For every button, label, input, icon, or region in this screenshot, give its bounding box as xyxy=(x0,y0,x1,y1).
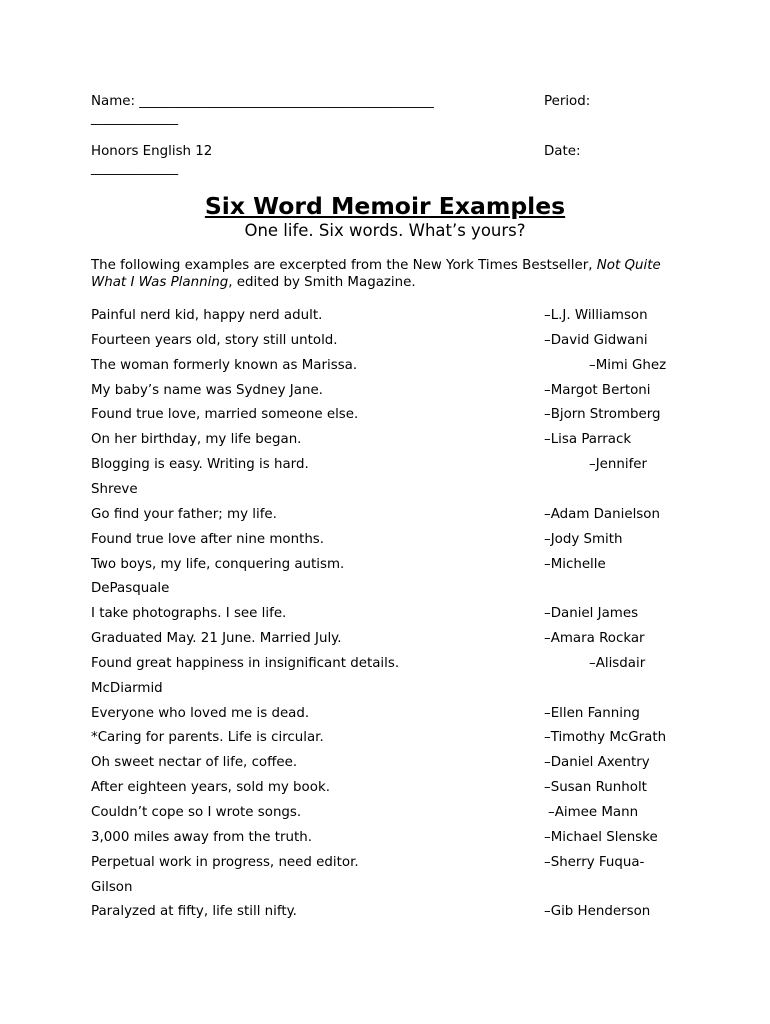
memoir-text: Found true love, married someone else. xyxy=(91,407,359,423)
book-title: Not Quite What I Was Planning xyxy=(91,258,661,290)
intro-paragraph xyxy=(91,257,691,291)
memoir-author: –Ellen Fanning xyxy=(544,705,640,721)
memoir-author: –Daniel James xyxy=(544,606,639,622)
page-subtitle: One life. Six words. What’s yours? xyxy=(244,221,526,240)
memoir-text: Fourteen years old, story still untold. xyxy=(91,332,338,348)
memoir-author: –Margot Bertoni xyxy=(544,382,651,398)
memoir-author-overflow: Shreve xyxy=(91,481,138,497)
memoir-author: –Timothy McGrath xyxy=(544,730,667,746)
memoir-text: Graduated May. 21 June. Married July. xyxy=(91,631,342,647)
memoir-text: Oh sweet nectar of life, coffee. xyxy=(91,755,298,771)
memoir-text: I take photographs. I see life. xyxy=(91,606,287,622)
memoir-text: On her birthday, my life began. xyxy=(91,432,302,448)
memoir-text: 3,000 miles away from the truth. xyxy=(91,829,312,845)
period-label: Period: xyxy=(544,94,591,109)
intro-prefix: The following examples are excerpted from the New York Times Bestseller, xyxy=(91,258,597,273)
memoir-text: Painful nerd kid, happy nerd adult. xyxy=(91,308,323,323)
memoir-author: –Susan Runholt xyxy=(544,780,647,796)
memoir-text: Blogging is easy. Writing is hard. xyxy=(91,457,309,473)
page-title: Six Word Memoir Examples xyxy=(204,192,566,220)
memoir-author: –Jennifer xyxy=(589,457,648,473)
memoir-author-overflow: McDiarmid xyxy=(91,680,163,696)
memoir-text: Paralyzed at fifty, life still nifty. xyxy=(91,904,297,920)
memoir-author: –Bjorn Stromberg xyxy=(544,407,661,423)
memoir-author: –David Gidwani xyxy=(544,332,648,348)
memoir-text: Found great happiness in insignificant details. xyxy=(91,655,400,671)
memoir-text: My baby’s name was Sydney Jane. xyxy=(91,382,323,398)
name-field-overflow: _____________ xyxy=(91,111,179,126)
date-label: Date: xyxy=(544,144,581,159)
memoir-author: –Jody Smith xyxy=(544,531,623,547)
memoir-text: *Caring for parents. Life is circular. xyxy=(91,730,324,746)
memoir-author: –Daniel Axentry xyxy=(544,755,650,771)
memoir-author: –Michael Slenske xyxy=(544,829,658,845)
memoir-text: Found true love after nine months. xyxy=(91,531,325,547)
memoir-author-overflow: Gilson xyxy=(91,879,133,895)
memoir-author: –L.J. Williamson xyxy=(544,308,648,323)
memoir-author: –Lisa Parrack xyxy=(544,432,632,448)
course-name: Honors English 12 xyxy=(91,144,213,159)
memoir-author-overflow: DePasquale xyxy=(91,581,170,597)
memoir-author: –Michelle xyxy=(544,556,606,572)
intro-suffix: , edited by Smith Magazine. xyxy=(228,275,416,290)
memoir-author: –Adam Danielson xyxy=(544,506,660,522)
name-field-line: Name: ____________________________________________ xyxy=(91,94,434,109)
memoir-author: –Amara Rockar xyxy=(544,631,645,647)
memoir-author: –Gib Henderson xyxy=(544,904,651,920)
memoir-text: Go find your father; my life. xyxy=(91,506,277,522)
memoir-author: –Mimi Ghez xyxy=(589,357,667,373)
memoir-author: –Aimee Mann xyxy=(548,805,639,820)
memoir-text: Everyone who loved me is dead. xyxy=(91,705,310,721)
memoir-text: Couldn’t cope so I wrote songs. xyxy=(91,805,302,820)
memoir-text: The woman formerly known as Marissa. xyxy=(91,357,358,373)
memoir-author: –Sherry Fuqua- xyxy=(544,854,645,870)
memoir-text: Perpetual work in progress, need editor. xyxy=(91,854,359,870)
memoir-text: Two boys, my life, conquering autism. xyxy=(91,556,345,572)
memoir-author: –Alisdair xyxy=(589,655,646,671)
date-field-overflow: _____________ xyxy=(91,161,179,176)
memoir-text: After eighteen years, sold my book. xyxy=(91,780,330,796)
